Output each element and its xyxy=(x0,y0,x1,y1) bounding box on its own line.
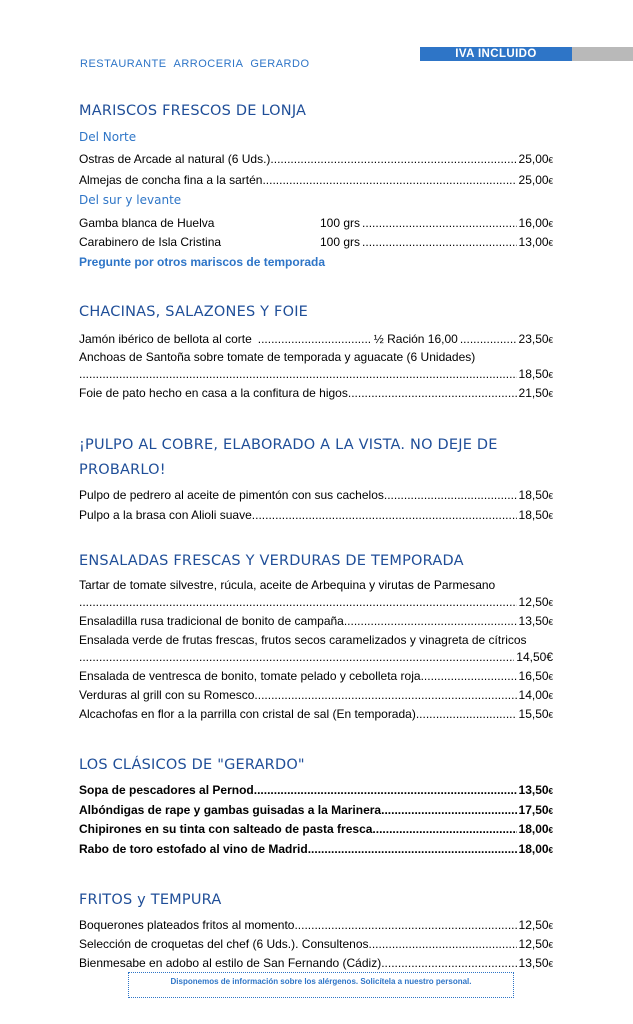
item-qty: 100 grs xyxy=(320,235,361,249)
menu-item xyxy=(79,917,553,933)
item-price: 18,50€ xyxy=(518,367,553,381)
item-price: 18,50€ xyxy=(518,488,553,502)
item-price: 13,00€ xyxy=(518,235,553,249)
item-name: Pulpo a la brasa con Alioli suave xyxy=(79,508,252,522)
dot-leader xyxy=(369,936,517,952)
dot-leader xyxy=(254,687,516,703)
menu-item xyxy=(79,802,553,818)
menu-item xyxy=(79,366,553,382)
subsection-norte: Del Norte xyxy=(79,130,137,144)
dot-leader xyxy=(294,917,516,933)
item-name: Carabinero de Isla Cristina xyxy=(79,235,222,249)
iva-badge: IVA INCLUIDO xyxy=(420,47,572,61)
menu-item xyxy=(79,613,553,629)
item-price: 16,00€ xyxy=(518,216,553,230)
seasonal-note: Pregunte por otros mariscos de temporada xyxy=(79,255,326,269)
menu-item xyxy=(79,841,553,857)
item-price: 23,50€ xyxy=(518,332,553,346)
item-price: 13,50€ xyxy=(518,956,553,970)
item-name: Alcachofas en flor a la parrilla con cristal de sal (En temporada) xyxy=(79,707,416,721)
item-price: 17,50€ xyxy=(518,803,553,817)
dot-leader xyxy=(460,331,517,347)
dot-leader xyxy=(384,487,517,503)
item-name: Gamba blanca de Huelva xyxy=(79,216,215,230)
menu-item xyxy=(79,687,553,703)
dot-leader xyxy=(381,955,516,971)
section-title-pulpo: ¡PULPO AL COBRE, ELABORADO A LA VISTA. NO DEJE DE xyxy=(79,437,498,453)
item-name: Ostras de Arcade al natural (6 Uds.) xyxy=(79,152,271,166)
item-name: Rabo de toro estofado al vino de Madrid xyxy=(79,842,308,856)
item-name: Verduras al grill con su Romesco xyxy=(79,688,255,702)
allergen-notice: Disponemos de información sobre los alérgenos. Solicítela a nuestro personal. xyxy=(128,972,514,998)
item-name: Sopa de pescadores al Pernod xyxy=(79,783,254,797)
dot-leader xyxy=(421,668,517,684)
item-half-portion: ½ Ración 16,00 xyxy=(373,332,458,346)
dot-leader xyxy=(362,234,516,250)
item-price: 12,50€ xyxy=(518,595,553,609)
item-name: Boquerones plateados fritos al momento xyxy=(79,918,295,932)
dot-leader xyxy=(262,172,516,188)
dot-leader xyxy=(79,366,517,382)
dot-leader xyxy=(252,507,517,523)
item-price: 12,50€ xyxy=(518,918,553,932)
section-title-ensaladas: ENSALADAS FRESCAS Y VERDURAS DE TEMPORADA xyxy=(79,553,464,569)
item-qty: 100 grs xyxy=(320,216,361,230)
menu-item xyxy=(79,487,553,503)
item-price: 18,50€ xyxy=(518,508,553,522)
menu-item xyxy=(79,234,553,250)
menu-item xyxy=(79,172,553,188)
menu-item xyxy=(79,507,553,523)
dot-leader xyxy=(258,331,372,347)
item-name: Pulpo de pedrero al aceite de pimentón con sus cachelos xyxy=(79,488,384,502)
dot-leader xyxy=(372,821,516,837)
item-name: Ensaladilla rusa tradicional de bonito de campaña xyxy=(79,614,344,628)
dot-leader xyxy=(254,782,517,798)
item-name-line: Ensalada verde de frutas frescas, frutos secos caramelizados y vinagreta de cítricos xyxy=(79,633,527,647)
menu-item xyxy=(79,649,553,665)
menu-item xyxy=(79,706,553,722)
item-price: 14,00€ xyxy=(518,688,553,702)
menu-item xyxy=(79,668,553,684)
dot-leader xyxy=(416,706,517,722)
dot-leader xyxy=(362,215,516,231)
item-name: Albóndigas de rape y gambas guisadas a la Marinera xyxy=(79,803,382,817)
menu-item xyxy=(79,331,553,347)
item-price: 25,00€ xyxy=(518,173,553,187)
item-name: Ensalada de ventresca de bonito, tomate pelado y cebolleta roja xyxy=(79,669,421,683)
item-name: Foie de pato hecho en casa a la confitura de higos xyxy=(79,386,348,400)
item-price: 16,50€ xyxy=(518,669,553,683)
subsection-sur: Del sur y levante xyxy=(79,193,182,207)
item-price: 18,00€ xyxy=(518,822,553,836)
dot-leader xyxy=(344,613,517,629)
section-title-pulpo-line2: PROBARLO! xyxy=(79,462,166,478)
menu-item xyxy=(79,594,553,610)
menu-item xyxy=(79,955,553,971)
item-price: 21,50€ xyxy=(518,386,553,400)
section-title-chacinas: CHACINAS, SALAZONES Y FOIE xyxy=(79,304,309,320)
item-name: Selección de croquetas del chef (6 Uds.). Consultenos xyxy=(79,937,369,951)
menu-item xyxy=(79,385,553,401)
menu-item xyxy=(79,821,553,837)
item-price: 15,50€ xyxy=(518,707,553,721)
item-name-line: Anchoas de Santoña sobre tomate de temporada y aguacate (6 Unidades) xyxy=(79,350,476,364)
section-title-clasicos: LOS CLÁSICOS DE "GERARDO" xyxy=(79,757,305,773)
item-price: 12,50€ xyxy=(518,937,553,951)
item-name: Almejas de concha fina a la sartén xyxy=(79,173,263,187)
item-price: 13,50€ xyxy=(518,614,553,628)
dot-leader xyxy=(79,649,514,665)
menu-item xyxy=(79,782,553,798)
dot-leader xyxy=(348,385,517,401)
menu-item xyxy=(79,936,553,952)
item-price: 13,50€ xyxy=(518,783,553,797)
item-name: Jamón ibérico de bellota al corte xyxy=(79,332,252,346)
item-price: 14,50€ xyxy=(516,650,553,664)
dot-leader xyxy=(79,594,517,610)
item-name-line: Tartar de tomate silvestre, rúcula, aceite de Arbequina y virutas de Parmesano xyxy=(79,578,496,592)
item-price: 25,00€ xyxy=(518,152,553,166)
dot-leader xyxy=(308,841,517,857)
section-title-fritos: FRITOS y TEMPURA xyxy=(79,892,222,908)
dot-leader xyxy=(381,802,516,818)
menu-item xyxy=(79,215,553,231)
item-name: Bienmesabe en adobo al estilo de San Fernando (Cádiz) xyxy=(79,956,382,970)
section-title-mariscos: MARISCOS FRESCOS DE LONJA xyxy=(79,103,307,119)
restaurant-name: RESTAURANTE ARROCERIA GERARDO xyxy=(80,58,310,70)
dot-leader xyxy=(270,151,516,167)
item-name: Chipirones en su tinta con salteado de pasta fresca xyxy=(79,822,373,836)
item-price: 18,00€ xyxy=(518,842,553,856)
menu-item xyxy=(79,151,553,167)
